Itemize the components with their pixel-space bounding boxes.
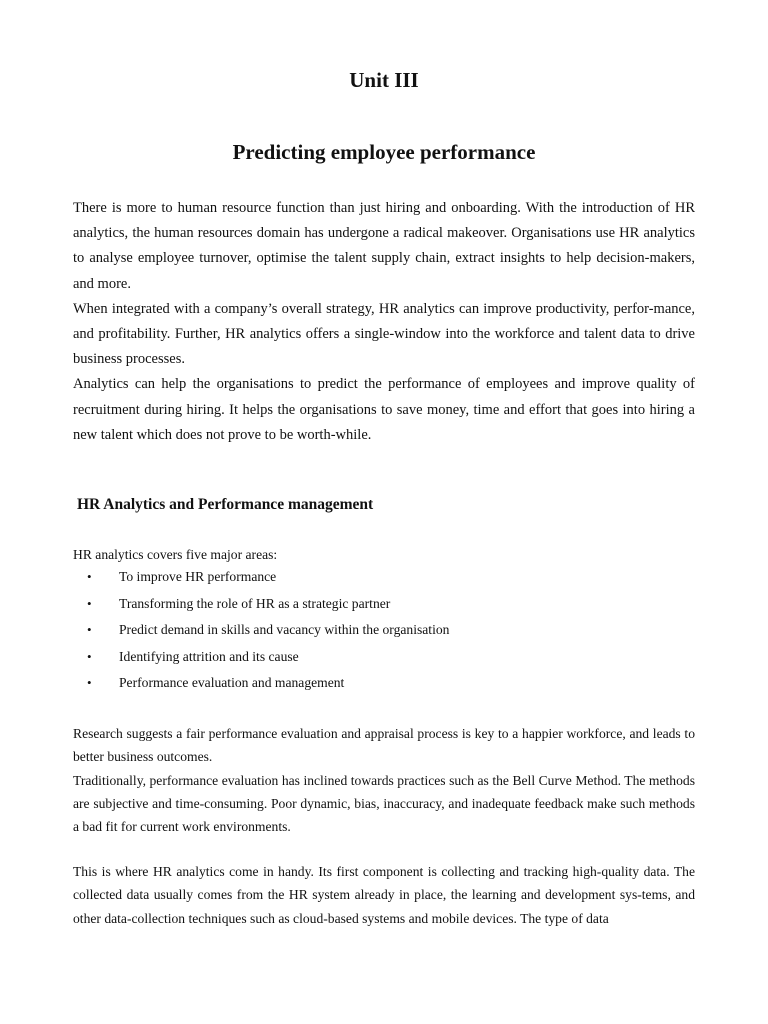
- bullet-icon: •: [87, 622, 92, 637]
- closing-paragraph: This is where HR analytics come in handy. Its first component is collecting and tracking high-quality data. The collected data usually comes from the HR system already in place, the learning and development sys-tems, and other data-collection techniques such as cloud-based systems and mobile devices. The type of data: [73, 864, 695, 926]
- bullet-icon: •: [87, 675, 92, 690]
- unit-title: Unit III: [349, 68, 419, 92]
- list-item-text: Transforming the role of HR as a strategic partner: [119, 595, 391, 611]
- list-item-text: Performance evaluation and management: [119, 675, 345, 690]
- list-item: [73, 566, 695, 593]
- list-item: [73, 672, 695, 699]
- section-heading: HR Analytics and Performance management: [77, 496, 374, 513]
- list-item: [73, 646, 695, 673]
- intro-section: [73, 196, 695, 448]
- closing-section: [73, 860, 695, 930]
- list-item: [73, 593, 695, 620]
- bullet-icon: •: [87, 595, 92, 611]
- bullet-icon: •: [87, 648, 92, 664]
- page-title: Predicting employee performance: [232, 140, 536, 164]
- research-paragraph: Traditionally, performance evaluation has inclined towards practices such as the Bell Curve Method. The methods are subjective and time-consuming. Poor dynamic, bias, inaccuracy, and inadequate feedback make such methods a bad fit for current work environments.: [73, 772, 695, 835]
- intro-paragraph: Analytics can help the organisations to predict the performance of employees and improve quality of recruitment during hiring. It helps the organisations to save money, time and effort that goes into hiring a new talent which does not prove to be worth-while.: [73, 376, 695, 443]
- bullet-icon: •: [87, 569, 92, 584]
- research-paragraph: Research suggests a fair performance evaluation and appraisal process is key to a happier workforce, and leads to better business outcomes.: [73, 726, 695, 765]
- areas-list: [73, 566, 695, 699]
- list-item-text: Identifying attrition and its cause: [119, 648, 299, 664]
- intro-paragraph: There is more to human resource function than just hiring and onboarding. With the introduction of HR analytics, the human resources domain has undergone a radical makeover. Organisations use HR analytics to analyse employee turnover, optimise the talent supply chain, extract insights to help decision-makers, and more.: [73, 200, 695, 292]
- research-section: [73, 722, 695, 838]
- intro-paragraph: When integrated with a company’s overall strategy, HR analytics can improve productivity, perfor-mance, and profitability. Further, HR analytics offers a single-window into the workforce and talent data to drive business processes.: [73, 300, 695, 368]
- list-item-text: To improve HR performance: [119, 569, 277, 584]
- areas-section: [73, 544, 695, 699]
- list-item: [73, 619, 695, 646]
- list-item-text: Predict demand in skills and vacancy within the organisation: [119, 622, 450, 637]
- areas-intro: HR analytics covers five major areas:: [73, 547, 278, 562]
